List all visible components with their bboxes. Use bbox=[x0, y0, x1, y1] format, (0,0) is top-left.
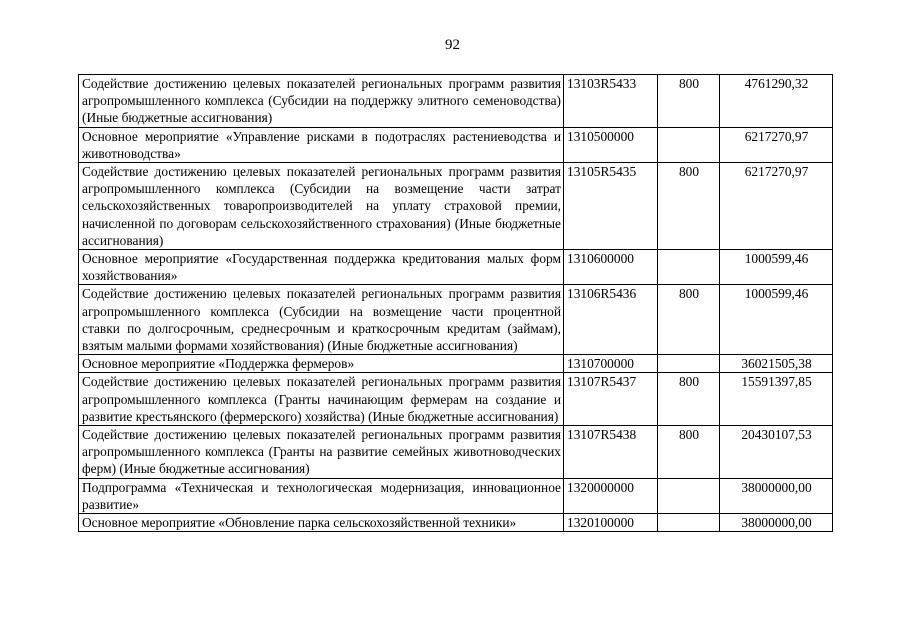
row-amount: 38000000,00 bbox=[720, 514, 833, 532]
table-row bbox=[79, 75, 833, 128]
row-code: 13106R5436 bbox=[564, 285, 658, 355]
row-description: Содействие достижению целевых показателей региональных программ развития агропромышленного комплекса (Гранты на развитие семейных животноводческих ферм) (Иные бюджетные ассигнования) bbox=[79, 426, 564, 479]
page-number: 92 bbox=[445, 37, 460, 53]
row-expense-type bbox=[658, 478, 720, 513]
row-amount: 6217270,97 bbox=[720, 127, 833, 162]
row-amount: 1000599,46 bbox=[720, 250, 833, 285]
row-expense-type bbox=[658, 514, 720, 532]
row-expense-type: 800 bbox=[658, 163, 720, 250]
row-description: Содействие достижению целевых показателей региональных программ развития агропромышленного комплекса (Субсидии на поддержку элитного семеноводства) (Иные бюджетные ассигнования) bbox=[79, 75, 564, 128]
row-amount: 20430107,53 bbox=[720, 426, 833, 479]
table-row bbox=[79, 127, 833, 162]
row-amount: 15591397,85 bbox=[720, 373, 833, 426]
row-code: 1310500000 bbox=[564, 127, 658, 162]
row-expense-type: 800 bbox=[658, 373, 720, 426]
row-description: Подпрограмма «Техническая и технологическая модернизация, инновационное развитие» bbox=[79, 478, 564, 513]
row-code: 1320100000 bbox=[564, 514, 658, 532]
row-amount: 38000000,00 bbox=[720, 478, 833, 513]
row-expense-type bbox=[658, 355, 720, 373]
row-amount: 36021505,38 bbox=[720, 355, 833, 373]
row-description: Основное мероприятие «Государственная поддержка кредитования малых форм хозяйствования» bbox=[79, 250, 564, 285]
row-description: Основное мероприятие «Обновление парка сельскохозяйственной техники» bbox=[79, 514, 564, 532]
table-row bbox=[79, 478, 833, 513]
row-description: Основное мероприятие «Поддержка фермеров» bbox=[79, 355, 564, 373]
row-code: 13103R5433 bbox=[564, 75, 658, 128]
row-expense-type bbox=[658, 127, 720, 162]
row-expense-type bbox=[658, 250, 720, 285]
table-row bbox=[79, 373, 833, 426]
row-code: 1320000000 bbox=[564, 478, 658, 513]
table-row bbox=[79, 250, 833, 285]
row-description: Содействие достижению целевых показателей региональных программ развития агропромышленного комплекса (Субсидии на возмещение части процентной ставки по долгосрочным, среднесрочным и краткосрочным кредитам (займам), взятым малыми формами хозяйствования) (Иные бюджетные ассигнования) bbox=[79, 285, 564, 355]
table-row bbox=[79, 355, 833, 373]
row-expense-type: 800 bbox=[658, 426, 720, 479]
table-row bbox=[79, 514, 833, 532]
row-description: Содействие достижению целевых показателей региональных программ развития агропромышленного комплекса (Субсидии на возмещение части затрат сельскохозяйственных товаропроизводителей на уплату страховой премии, начисленной по договорам сельскохозяйственного страхования) (Иные бюджетные ассигнования) bbox=[79, 163, 564, 250]
row-code: 13107R5437 bbox=[564, 373, 658, 426]
row-expense-type: 800 bbox=[658, 285, 720, 355]
budget-table bbox=[78, 74, 833, 532]
row-description: Содействие достижению целевых показателей региональных программ развития агропромышленного комплекса (Гранты начинающим фермерам на создание и развитие крестьянского (фермерского) хозяйства) (Иные бюджетные ассигнования) bbox=[79, 373, 564, 426]
table-row bbox=[79, 285, 833, 355]
row-code: 1310700000 bbox=[564, 355, 658, 373]
table-row bbox=[79, 426, 833, 479]
row-code: 1310600000 bbox=[564, 250, 658, 285]
row-code: 13105R5435 bbox=[564, 163, 658, 250]
row-amount: 1000599,46 bbox=[720, 285, 833, 355]
table-row bbox=[79, 163, 833, 250]
row-amount: 4761290,32 bbox=[720, 75, 833, 128]
row-code: 13107R5438 bbox=[564, 426, 658, 479]
row-description: Основное мероприятие «Управление рисками в подотраслях растениеводства и животноводства» bbox=[79, 127, 564, 162]
row-amount: 6217270,97 bbox=[720, 163, 833, 250]
row-expense-type: 800 bbox=[658, 75, 720, 128]
